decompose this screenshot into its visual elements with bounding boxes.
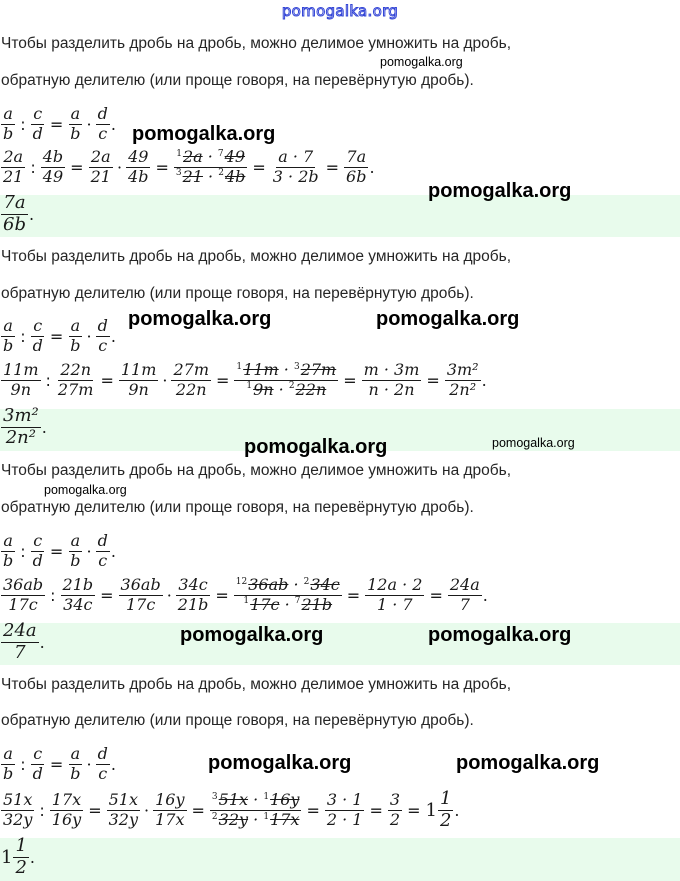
site-watermark: pomogalka.org — [281, 2, 399, 20]
watermark: pomogalka.org — [428, 624, 572, 646]
watermark: pomogalka.org — [380, 55, 463, 69]
watermark: pomogalka.org — [44, 483, 127, 497]
watermark: pomogalka.org — [428, 180, 572, 202]
answer: $\frac{\text{3m²}}{\text{2n²}}$ . — [3, 405, 47, 448]
answer: $\frac{24a}{7}$ . — [3, 620, 45, 663]
rule-text-line2: обратную делителю (или проще говоря, на перевёрнутую дробь). — [1, 72, 474, 89]
example-solution: $\frac{51x}{32y}$ : $\frac{17x}{16y}$ = $\frac{51x}{32y}$ · $\frac{16y}{17x}$ = $\frac{^351x \cdot ^116y}{^232y \cdot ^117x}$ = $\frac{3 \cdot 1}{2 \cdot 1}$ = $\frac{3}{2}$ = 1 $\frac{1}{2}$ . — [3, 788, 460, 831]
answer-band — [0, 192, 680, 237]
answer-band — [0, 620, 680, 665]
watermark: pomogalka.org — [376, 308, 520, 330]
general-formula: $\frac{a}{b}$ : $\frac{c}{d}$ = $\frac{a}{b}$ · $\frac{d}{c}$ . — [3, 104, 116, 143]
rule-text-line1: Чтобы разделить дробь на дробь, можно делимое умножить на дробь, — [1, 676, 512, 693]
rule-text-line1: Чтобы разделить дробь на дробь, можно делимое умножить на дробь, — [1, 462, 512, 479]
example-solution: $\frac{36ab}{17c}$ : $\frac{21b}{34c}$ = $\frac{36ab}{17c}$ · $\frac{34c}{21b}$ = $\frac{^{12}36ab \cdot ^234c}{^117c \cdot ^721b}$ = $\frac{12a \cdot 2}{1 \cdot 7}$ = $\frac{24a}{7}$ . — [3, 575, 488, 614]
general-formula: $\frac{a}{b}$ : $\frac{c}{d}$ = $\frac{a}{b}$ · $\frac{d}{c}$ . — [3, 316, 116, 355]
rule-text-line2: обратную делителю (или проще говоря, на перевёрнутую дробь). — [1, 285, 474, 302]
watermark: pomogalka.org — [132, 123, 276, 145]
rule-text-line2: обратную делителю (или проще говоря, на перевёрнутую дробь). — [1, 712, 474, 729]
watermark: pomogalka.org — [456, 752, 600, 774]
watermark: pomogalka.org — [128, 308, 272, 330]
general-formula: $\frac{a}{b}$ : $\frac{c}{d}$ = $\frac{a}{b}$ · $\frac{d}{c}$ . — [3, 531, 116, 570]
example-solution: $\frac{11m}{9n}$ : $\frac{22n}{27m}$ = $\frac{11m}{9n}$ · $\frac{27m}{22n}$ = $\frac{^111m \cdot ^327m}{^19n \cdot ^222n}$ = $\frac{m \cdot 3m}{n \cdot 2n}$ = $\frac{\text{3m²}}{\text{2n²}}$ . — [3, 360, 487, 399]
example-solution: $\frac{2a}{21}$ : $\frac{4b}{49}$ = $\frac{2a}{21}$ · $\frac{49}{4b}$ = $\frac{^12a \cdot ^749}{^321 \cdot ^24b}$ = $\frac{a \cdot 7}{3 \cdot 2b}$ = $\frac{7a}{6b}$ . — [3, 147, 375, 186]
general-formula: $\frac{a}{b}$ : $\frac{c}{d}$ = $\frac{a}{b}$ · $\frac{d}{c}$ . — [3, 744, 116, 783]
rule-text-line1: Чтобы разделить дробь на дробь, можно делимое умножить на дробь, — [1, 248, 512, 265]
answer-band — [0, 835, 680, 881]
watermark: pomogalka.org — [208, 752, 352, 774]
watermark: pomogalka.org — [244, 436, 388, 458]
rule-text-line2: обратную делителю (или проще говоря, на перевёрнутую дробь). — [1, 499, 474, 516]
rule-text-line1: Чтобы разделить дробь на дробь, можно делимое умножить на дробь, — [1, 35, 512, 52]
watermark: pomogalka.org — [180, 624, 324, 646]
answer: 1 $\frac{1}{2}$ . — [1, 835, 35, 878]
answer: $\frac{7a}{6b}$ . — [3, 192, 35, 235]
watermark: pomogalka.org — [492, 436, 575, 450]
